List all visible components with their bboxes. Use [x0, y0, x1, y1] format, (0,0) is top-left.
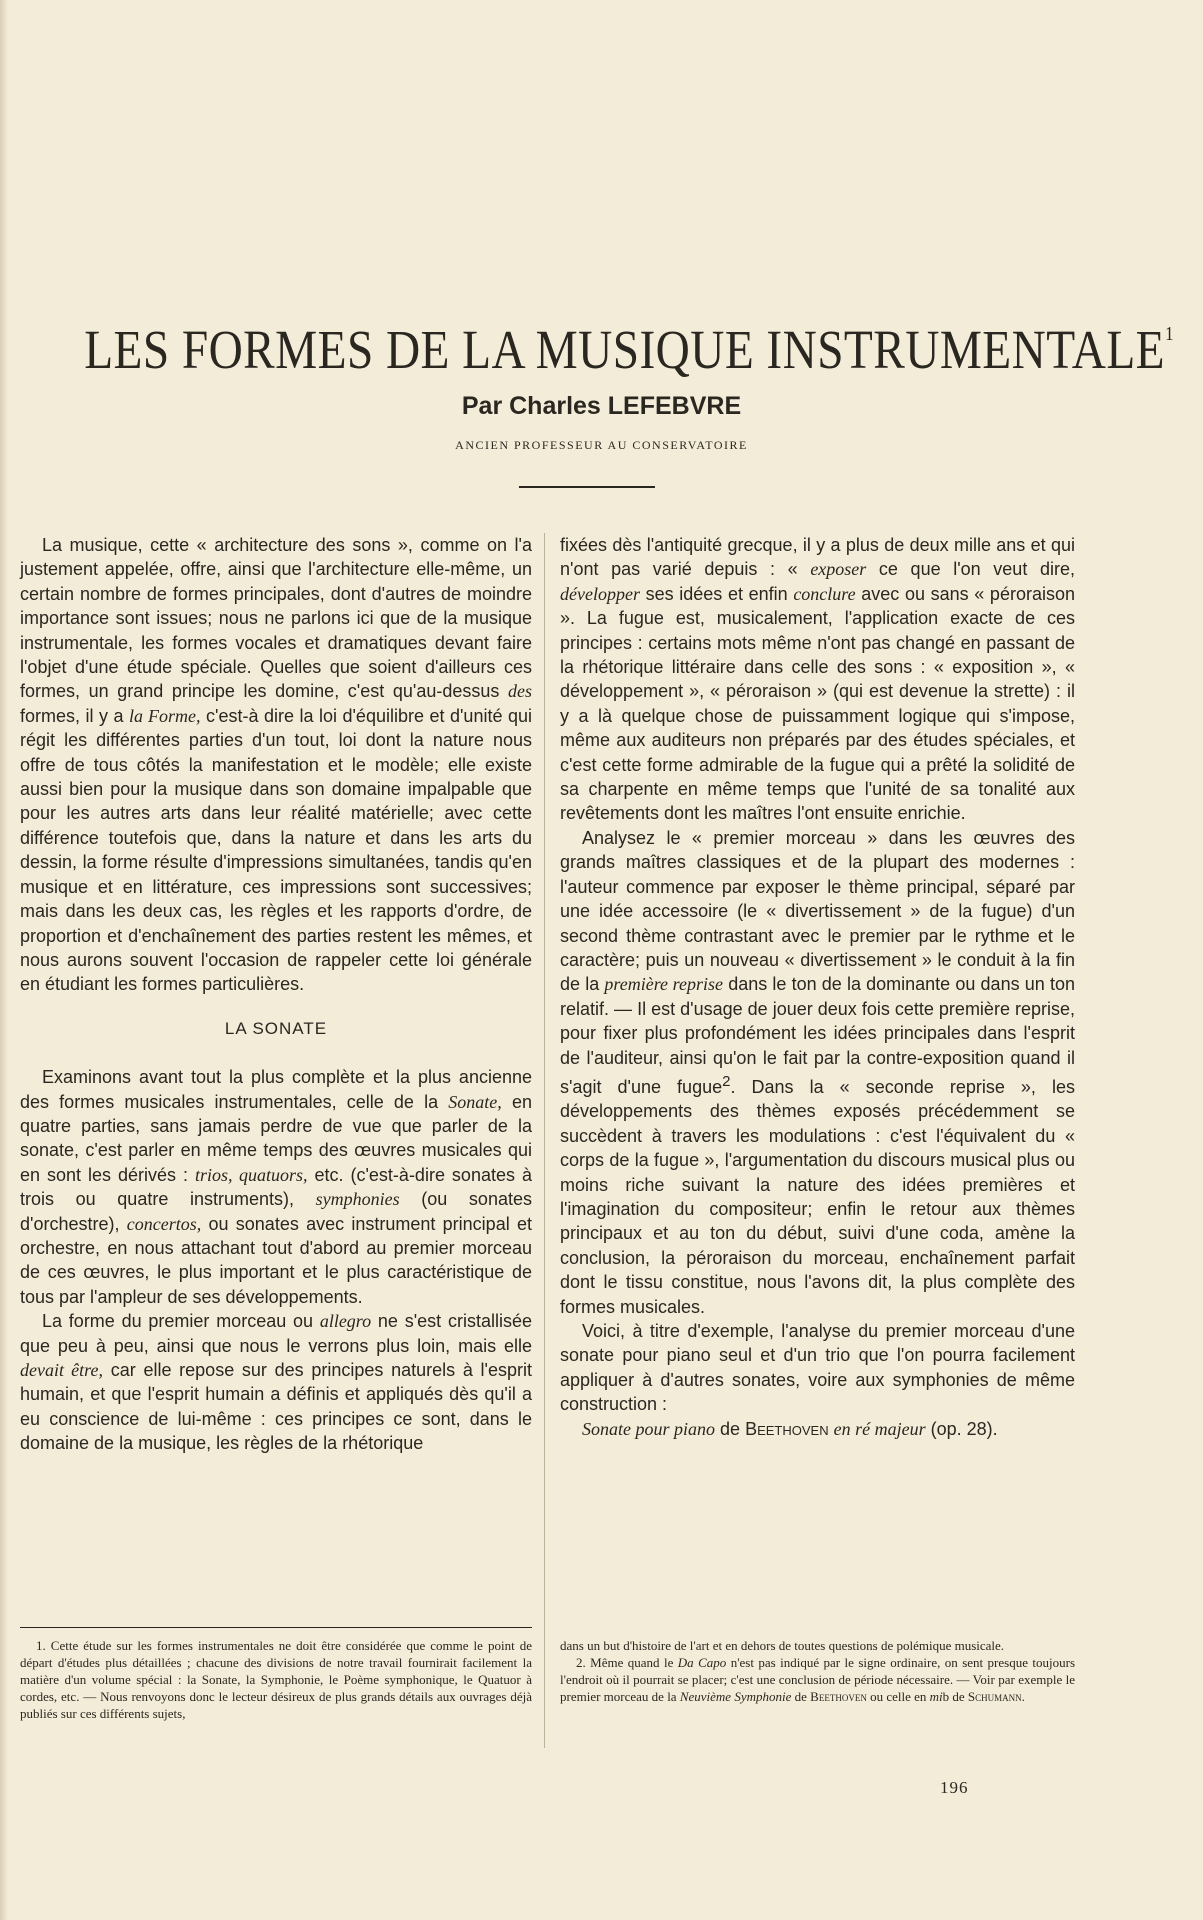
text-run: avec ou sans « péroraison ». La fugue est, musicalement, l'application exacte de ces principes : certains mots même n'ont pas changé en passant de la rhétorique littéraire dans celle des sons : « exposition », « développement », « péroraison » (qui est devenue la strette) : il y a là quelque chose de puissamment logique qui s'impose, même aux auditeurs non préparés par des études spéciales, et c'est cette forme admirable de la fugue qui a prêté la solidité de sa charpente en même temps que l'unité de sa tonalité aux revêtements dont les maîtres l'ont ensuite enrichie. [560, 583, 1075, 824]
left-column [20, 533, 532, 1456]
text-run: ses idées et enfin [645, 583, 788, 604]
column-divider [544, 533, 545, 1748]
text-run: La forme du premier morceau ou [42, 1311, 314, 1332]
byline: Par Charles LEFEBVRE [461, 392, 742, 420]
text-run: Voici, à titre d'exemple, l'analyse du premier morceau d'une sonate pour piano seul et d'un trio que l'on pourra facilement appliquer à d'autres sonates, voire aux symphonies de même construction : [560, 1321, 1075, 1415]
footnote-2 [560, 1654, 1075, 1705]
title-rule [519, 486, 655, 488]
footnote-marker: 2 [722, 1072, 731, 1090]
text-run: en quatre parties, sans jamais perdre de vue que parler de la sonate, c'est parler en même temps des œuvres musicales qui en sont les dérivés : [20, 1091, 532, 1185]
paragraph [20, 1065, 532, 1309]
italic-run: Neuvième Symphonie [679, 1689, 792, 1704]
italic-run: Da Capo [677, 1655, 727, 1670]
text-run: de [794, 1689, 807, 1704]
article-title-text: LES FORMES DE LA MUSIQUE INSTRUMENTALE [84, 319, 1165, 380]
text-run: . Dans la « seconde reprise », les développements des thèmes exposés précédemment se succèdent à travers les modulations : c'est l'équivalent du « corps de la fugue », l'argumentation du discours musical plus ou moins riche suivant la nature des idées premières et l'imagination du compositeur; enfin le retour aux thèmes principaux et au ton du début, suivi d'une coda, amène la conclusion, la péroraison du morceau, enchaînement parfait dont le tissu constitue, nous l'avons dit, la plus complète des formes musicales. [560, 1076, 1075, 1317]
italic-run: trios, quatuors, [195, 1164, 308, 1185]
footnotes-left [20, 1637, 532, 1722]
page-number: 196 [940, 1778, 969, 1797]
small-caps-run: Beethoven [745, 1418, 829, 1439]
paragraph [560, 1319, 1075, 1417]
text-run: Examinons avant tout la plus complète et la plus ancienne des formes musicales instrumentales, celle de la [20, 1067, 532, 1112]
italic-run: concertos, [126, 1213, 202, 1234]
text-run: etc. (c'est-à-dire sonates à trois ou quatre instruments), [20, 1164, 532, 1210]
italic-run: devait être, [20, 1360, 104, 1380]
text-run: fixées dès l'antiquité grecque, il y a plus de deux mille ans et qui n'ont pas varié depuis : « [560, 535, 1075, 580]
text-run: dans le ton de la dominante ou dans un ton relatif. — Il est d'usage de jouer deux fois cette première reprise, pour fixer plus profondément les idées principales dans l'esprit de l'auditeur, ainsi qu'on le fait par la contre-exposition quand il s'agit d'une fugue [560, 974, 1075, 1097]
italic-run: des [507, 681, 532, 702]
text-run: b de [942, 1689, 965, 1704]
text-run: (op. 28). [930, 1418, 998, 1439]
italic-run: symphonies [315, 1189, 400, 1210]
italic-run: Sonate pour piano [582, 1418, 715, 1439]
page-edge [0, 0, 8, 1920]
author-subtitle: ANCIEN PROFESSEUR AU CONSERVATOIRE [455, 438, 748, 452]
italic-run: allegro [319, 1311, 372, 1332]
italic-run: Sonate, [448, 1091, 502, 1112]
footnote-rule [20, 1627, 532, 1628]
text-run: La musique, cette « architecture des sons », comme on l'a justement appelée, offre, ainsi que l'architecture elle-même, un certain nombre de formes principales, dont d'autres de moindre importance sont issues; nous ne parlons ici que de la musique instrumentale, les formes vocales et dramatiques devant faire l'objet d'une étude spéciale. Quelles que soient d'ailleurs ces formes, un grand principe les domine, c'est qu'au-dessus [20, 535, 532, 702]
text-run: de [720, 1418, 741, 1439]
text-run: formes, il y a [20, 705, 124, 726]
article-title [84, 318, 1175, 381]
italic-run: première reprise [604, 974, 724, 995]
italic-run: en ré majeur [833, 1418, 926, 1439]
paragraph [560, 826, 1075, 1319]
small-caps-run: Schumann. [967, 1689, 1025, 1704]
footnotes-right [560, 1637, 1075, 1705]
italic-run: conclure [793, 583, 856, 604]
text-run: n'est pas indiqué par le signe ordinaire, on sent presque toujours l'endroit où il pourrait se placer; c'est une conclusion de période nécessaire. — Voir par exemple le premier morceau de la [560, 1655, 1076, 1704]
paragraph [20, 533, 532, 997]
text-run: c'est-à dire la loi d'équilibre et d'unité qui régit les différentes parties d'un tout, loi dont la nature nous offre de tous côtés la manifestation et le modèle; elle existe aussi bien pour la musique dans son domaine impalpable que pour les autres arts dans leur réalité matérielle; avec cette différence toutefois que, dans la nature et dans les arts du dessin, la forme résulte d'impressions simultanées, tandis qu'en musique et en littérature, ces impressions sont successives; mais dans les deux cas, les règles et les rapports d'ordre, de proportion et d'enchaînement des parties restent les mêmes, et nous aurons souvent l'occasion de rappeler cette loi générale en étudiant les formes particulières. [20, 705, 532, 995]
right-column [560, 533, 1075, 1441]
paragraph [560, 1417, 1075, 1441]
footnote-1: 1. Cette étude sur les formes instrumentales ne doit être considérée que comme le point de départ d'études plus détaillées ; chacune des divisions de notre travail fournirait facilement la matière d'un volume spécial : la Sonate, la Symphonie, le Poème symphonique, le Quatuor à cordes, etc. — Nous renvoyons donc le lecteur désireux de plus grands détails aux ouvrages déjà publiés sur ces différents sujets, [20, 1638, 532, 1721]
small-caps-run: Beethoven [810, 1689, 867, 1704]
text-run: (ou sonates d'orchestre), [20, 1189, 532, 1234]
italic-run: développer [560, 583, 640, 604]
text-run: car elle repose sur des principes naturels à l'esprit humain, et que l'esprit humain a définis et appliqués dès qu'il a eu conscience de lui-même : ces principes ce sont, dans le domaine de la musique, les règles de la rhétorique [20, 1360, 533, 1454]
italic-run: mi [929, 1689, 943, 1704]
text-run: ou celle en [870, 1689, 927, 1704]
italic-run: exposer [810, 559, 867, 580]
paragraph [560, 533, 1075, 826]
text-run: Analysez le « premier morceau » dans les œuvres des grands maîtres classiques et de la plupart des modernes : l'auteur commence par exposer le thème principal, séparé par une idée accessoire (le « divertissement » de la fugue) d'un second thème contrastant avec le premier par le rythme et le caractère; puis un nouveau « divertissement » le conduit à la fin de la [560, 827, 1075, 995]
italic-run: la Forme, [129, 705, 201, 726]
text-run: ou sonates avec instrument principal et orchestre, en nous attachant tout d'abord au premier morceau de ces œuvres, le plus important et le plus caractéristique de tous par l'ampleur de ses développements. [20, 1213, 532, 1307]
section-heading: LA SONATE [224, 1018, 328, 1038]
paragraph [20, 1309, 532, 1455]
text-run: ce que l'on veut dire, [878, 559, 1075, 580]
text-run: 2. Même quand le [576, 1655, 674, 1670]
footnote-1-continued: dans un but d'histoire de l'art et en dehors de toutes questions de polémique musicale. [560, 1638, 1005, 1653]
text-run: ne s'est cristallisée que peu à peu, ainsi que nous le verrons plus loin, mais elle [20, 1311, 532, 1356]
title-footnote-marker: 1 [1164, 323, 1175, 345]
